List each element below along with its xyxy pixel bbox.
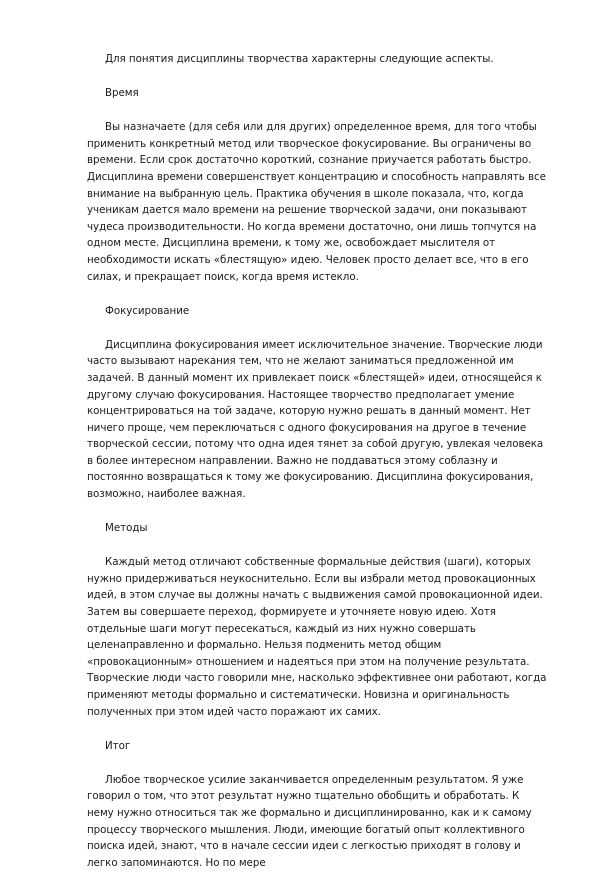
section-text-time: Вы назначаете (для себя или для других) определенное время, для того чтобы применить конкретный метод или творческое фокусирование. Вы ограничены во времени. Если срок достаточно короткий, сознание приучается работать быстро. Дисциплина времени совершенствует концентрацию и способность направлять все внимание на выбранную цель. Практика обучения в школе показала, что, когда ученикам дается мало времени на решение творческой задачи, они показывают чудеса производительности. Но когда времени достаточно, они лишь топчутся на одном месте. Дисциплина времени, к тому же, освобождает мыслителя от необходимости искать «блестящую» идею. Человек просто делает все, что в его силах, и прекращает поиск, когда время истекло. — [87, 121, 546, 283]
section-heading-time: Время — [105, 87, 139, 100]
section-heading-methods: Методы — [105, 522, 148, 535]
section-heading-focus: Фокусирование — [105, 304, 190, 317]
section-text-methods: Каждый метод отличают собственные формальные действия (шаги), которых нужно придерживаться неукоснительно. Если вы избрали метод провокационных идей, в этом случае вы должны начать с выдвижения самой провокационной идеи. Затем вы совершаете переход, формируете и уточняете новую идею. Хотя отдельные шаги могут пересекаться, каждый из них нужно совершать целенаправленно и формально. Нельзя подменить метод общим «провокационным» отношением и надеяться при этом на получение результата. Творческие люди часто говорили мне, насколько эффективнее они работают, когда применяют методы формально и систематически. Новизна и оригинальность полученных при этом идей часто поражают их самих. — [87, 556, 547, 718]
section-heading-result: Итог — [105, 739, 131, 752]
intro-paragraph: Для понятия дисциплины творчества характерны следующие аспекты. — [105, 53, 494, 65]
section-text-result: Любое творческое усилие заканчивается определенным результатом. Я уже говорил о том, что этот результат нужно тщательно обобщить и обработать. К нему нужно относиться так же формально и дисциплинированно, как и к самому процессу творческого мышления. Люди, имеющие богатый опыт коллективного поиска идей, знают, что в начале сессии идеи с легкостью приходят в голову и легко запоминаются. Но по мере — [87, 773, 532, 869]
document-page — [87, 51, 547, 889]
section-text-focus: Дисциплина фокусирования имеет исключительное значение. Творческие люди часто вызывают нарекания тем, что не желают заниматься предложенной им задачей. В данный момент их привлекает поиск «блестящей» идеи, относящейся к другому случаю фокусирования. Настоящее творчество предполагает умение концентрироваться на той задаче, которую нужно решать в данный момент. Нет ничего проще, чем переключаться с одного фокусирования на другое в течение творческой сессии, потому что одна идея тянет за собой другую, увлекая человека в более интересном направлении. Важно не поддаваться этому соблазну и постоянно возвращаться к тому же фокусированию. Дисциплина фокусирования, возможно, наиболее важная. — [87, 338, 544, 501]
